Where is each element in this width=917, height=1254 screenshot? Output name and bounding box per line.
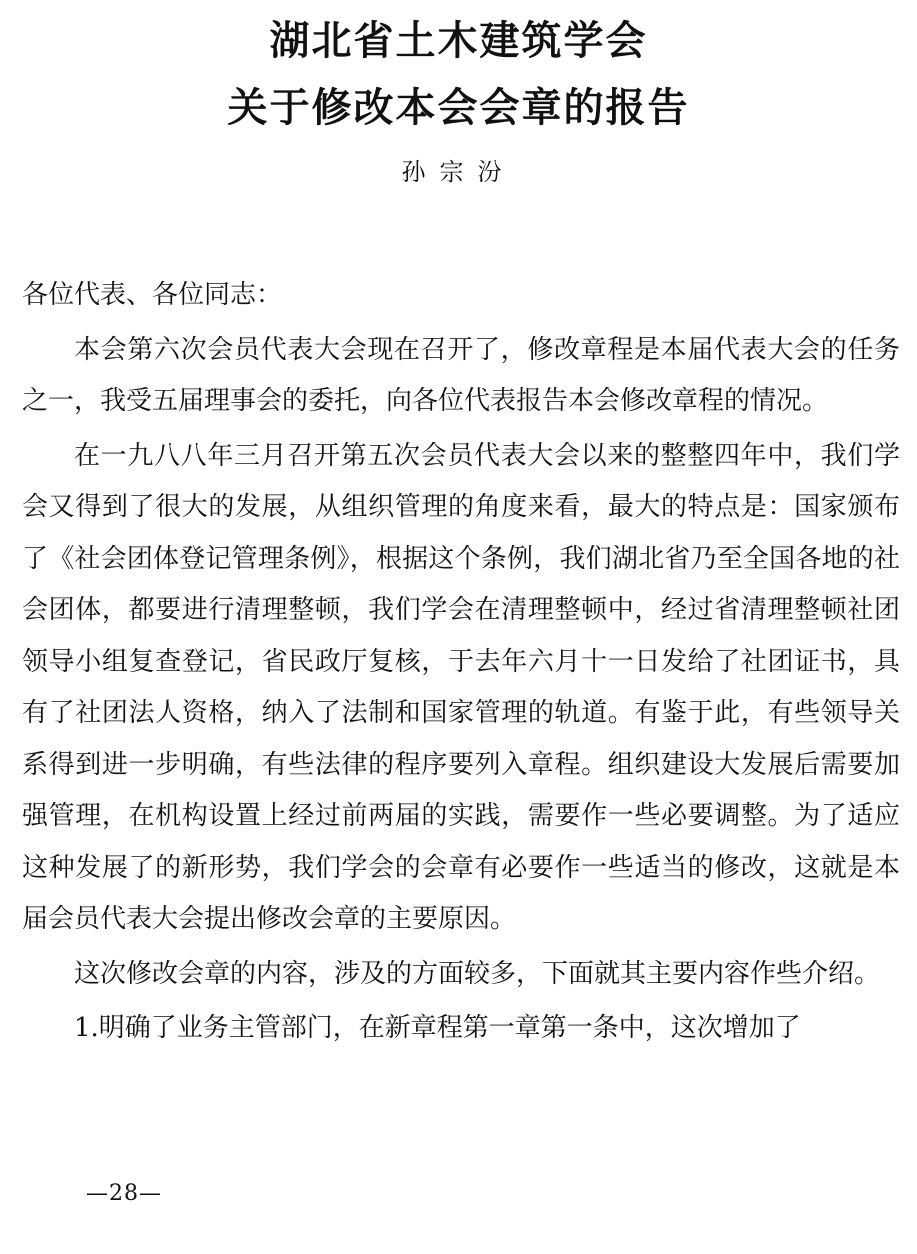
paragraph-4: 1.明确了业务主管部门，在新章程第一章第一条中，这次增加了 [74, 1013, 801, 1043]
paragraph-1: 本会第六次会员代表大会现在召开了，修改章程是本届代表大会的任务之一，我受五届理事会的委托，向各位代表报告本会修改章程的情况。 [22, 334, 900, 416]
salutation: 各位代表、各位同志： [22, 280, 283, 310]
body-text [22, 270, 900, 1055]
title-line-1: 湖北省土木建筑学会 [269, 18, 648, 64]
author-name: 孙宗汾 [401, 158, 516, 186]
title-line-2: 关于修改本会会章的报告 [227, 85, 690, 131]
paragraph-2: 在一九八八年三月召开第五次会员代表大会以来的整整四年中，我们学会又得到了很大的发展，从组织管理的角度来看，最大的特点是：国家颁布了《社会团体登记管理条例》，根据这个条例，我们湖北省乃至全国各地的社会团体，都要进行清理整顿，我们学会在清理整顿中，经过省清理整顿社团领导小组复查登记，省民政厅复核，于去年六月十一日发给了社团证书，具有了社团法人资格，纳入了法制和国家管理的轨道。有鉴于此，有些领导关系得到进一步明确，有些法律的程序要列入章程。组织建设大发展后需要加强管理，在机构设置上经过前两届的实践，需要作一些必要调整。为了适应这种发展了的新形势，我们学会的会章有必要作一些适当的修改，这就是本届会员代表大会提出修改会章的主要原因。 [22, 440, 900, 934]
page-number: —28— [86, 1181, 162, 1206]
paragraph-3: 这次修改会章的内容，涉及的方面较多，下面就其主要内容作些介绍。 [74, 958, 881, 989]
